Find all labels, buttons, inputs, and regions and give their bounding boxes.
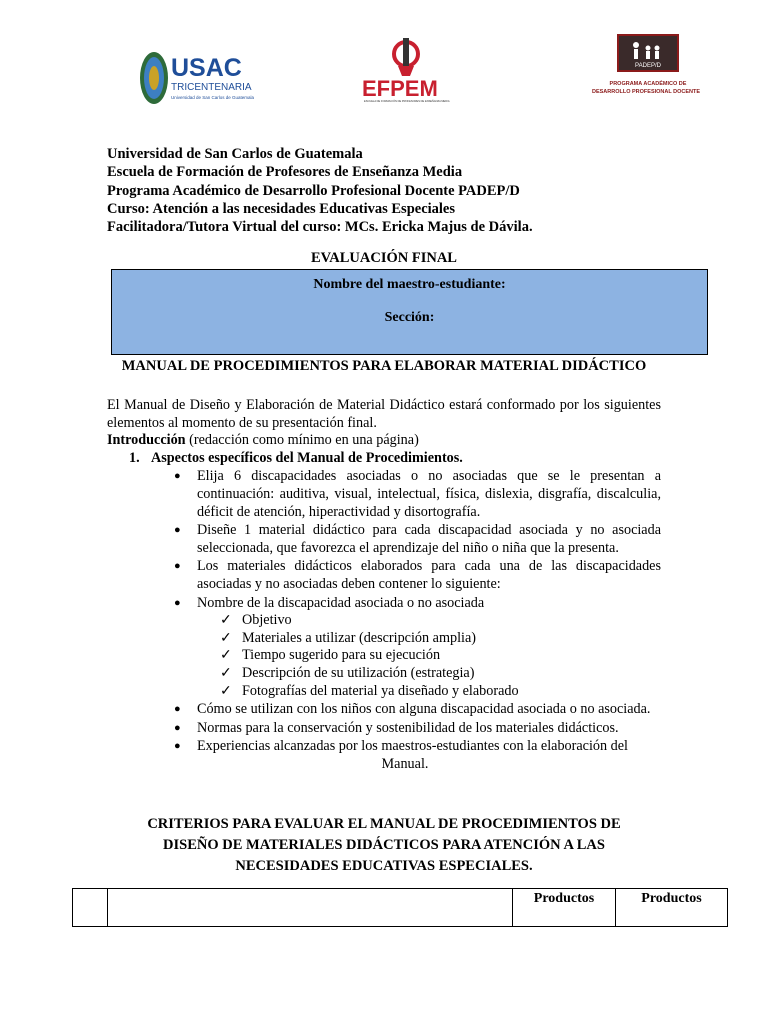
intro-label: Introducción bbox=[107, 432, 186, 449]
padep-logo-sub2: DESARROLLO PROFESIONAL DOCENTE bbox=[591, 89, 701, 95]
padep-logo-name: PADEP/D bbox=[635, 63, 661, 69]
bullet-icon: ● bbox=[174, 740, 181, 753]
efpem-logo-name: EFPEM bbox=[362, 76, 438, 101]
list-item: ● Elija 6 discapacidades asociadas o no asociadas que se le presentan a continuación: auditiva, visual, intelectual, física, dislexia, disgrafía, discalculia, déficit de atención, hiperactividad y disortografía. bbox=[174, 468, 661, 520]
usac-logo-sub2: Universidad de San Carlos de Guatemala bbox=[171, 95, 255, 100]
checkmark-icon: ✓ bbox=[220, 647, 232, 664]
bullet-icon: ● bbox=[174, 703, 181, 716]
tutor-name: Facilitadora/Tutora Virtual del curso: MCs. Ericka Majus de Dávila. bbox=[107, 219, 533, 236]
table-cell bbox=[73, 889, 108, 927]
program-name: Programa Académico de Desarrollo Profesional Docente PADEP/D bbox=[107, 182, 520, 199]
efpem-logo-sub: ESCUELA DE FORMACIÓN DE PROFESORES DE ENSEÑANZA MEDIA bbox=[364, 100, 450, 103]
table-row bbox=[73, 889, 728, 927]
intro-line bbox=[107, 432, 661, 450]
requirements-list bbox=[107, 468, 661, 773]
criteria-table bbox=[72, 888, 728, 927]
criteria-title-line: NECESIDADES EDUCATIVAS ESPECIALES. bbox=[235, 858, 533, 874]
criteria-title-line: DISEÑO DE MATERIALES DIDÁCTICOS PARA ATENCIÓN A LAS bbox=[163, 837, 605, 853]
list-item: ● Los materiales didácticos elaborados para cada una de las discapacidades asociadas y no asociadas deben contener lo siguiente: bbox=[174, 558, 661, 592]
document-header bbox=[107, 145, 533, 236]
course-name: Curso: Atención a las necesidades Educativas Especiales bbox=[107, 200, 456, 217]
student-name-label: Nombre del maestro-estudiante: bbox=[313, 277, 506, 292]
list-item: ● Experiencias alcanzadas por los maestros-estudiantes con la elaboración del Manual. bbox=[107, 738, 661, 773]
checkmark-icon: ✓ bbox=[220, 612, 232, 629]
check-item: ✓ Fotografías del material ya diseñado y elaborado bbox=[220, 682, 519, 699]
bullet-icon: ● bbox=[174, 596, 181, 609]
usac-logo-name: USAC bbox=[171, 54, 242, 82]
intro-paragraph: El Manual de Diseño y Elaboración de Material Didáctico estará conformado por los siguientes elementos al momento de su presentación final. bbox=[107, 397, 661, 431]
check-item: ✓ Materiales a utilizar (descripción amplia) bbox=[220, 629, 476, 646]
numbered-item bbox=[107, 450, 661, 468]
section-label: Sección: bbox=[384, 310, 435, 325]
manual-body bbox=[107, 397, 661, 773]
table-header-productos: Productos bbox=[616, 889, 728, 927]
bullet-icon: ● bbox=[174, 560, 181, 573]
intro-note: (redacción como mínimo en una página) bbox=[185, 432, 419, 449]
padep-logo bbox=[591, 35, 701, 103]
checkmark-icon: ✓ bbox=[220, 682, 232, 699]
check-item: ✓ Tiempo sugerido para su ejecución bbox=[220, 647, 441, 664]
list-item: ● Cómo se utilizan con los niños con alguna discapacidad asociada o no asociada. bbox=[174, 701, 651, 718]
criteria-title-line: CRITERIOS PARA EVALUAR EL MANUAL DE PROCEDIMIENTOS DE bbox=[147, 816, 621, 832]
bullet-icon: ● bbox=[174, 470, 181, 483]
student-info-box bbox=[111, 269, 708, 355]
check-list bbox=[197, 612, 661, 700]
bullet-icon: ● bbox=[174, 721, 181, 734]
usac-logo bbox=[138, 50, 255, 108]
bullet-icon: ● bbox=[174, 524, 181, 537]
school-name: Escuela de Formación de Profesores de Enseñanza Media bbox=[107, 164, 463, 181]
table-header-productos: Productos bbox=[513, 889, 616, 927]
efpem-logo bbox=[360, 36, 468, 104]
criteria-title bbox=[107, 814, 661, 877]
check-item: ✓ Objetivo bbox=[220, 612, 292, 629]
manual-title: MANUAL DE PROCEDIMIENTOS PARA ELABORAR MATERIAL DIDÁCTICO bbox=[121, 358, 647, 374]
item-number: 1. bbox=[129, 449, 140, 466]
item-title: Aspectos específicos del Manual de Procedimientos. bbox=[151, 449, 463, 466]
list-item: ● Diseñe 1 material didáctico para cada discapacidad asociada y no asociada seleccionada, que favorezca el aprendizaje del niño o niña que la presenta. bbox=[174, 522, 661, 556]
check-item: ✓ Descripción de su utilización (estrategia) bbox=[220, 664, 475, 681]
list-item: ● Normas para la conservación y sostenibilidad de los materiales didácticos. bbox=[174, 719, 619, 736]
university-name: Universidad de San Carlos de Guatemala bbox=[107, 146, 363, 162]
table-cell bbox=[108, 889, 513, 927]
usac-logo-sub: TRICENTENARIA bbox=[171, 82, 252, 93]
list-item: ● Nombre de la discapacidad asociada o no asociada ✓ Objetivo ✓ Materiales a utilizar (descripción amplia) ✓ Tiempo sugerido para su ejecución ✓ Descripción de su utilización (estrategia) ✓ Fotografías del material ya diseñado y elaborado bbox=[107, 595, 661, 701]
checkmark-icon: ✓ bbox=[220, 629, 232, 646]
checkmark-icon: ✓ bbox=[220, 664, 232, 681]
padep-logo-sub: PROGRAMA ACADÉMICO DE bbox=[609, 81, 687, 87]
last-word: Manual. bbox=[381, 755, 429, 772]
evaluation-title: EVALUACIÓN FINAL bbox=[311, 250, 457, 266]
